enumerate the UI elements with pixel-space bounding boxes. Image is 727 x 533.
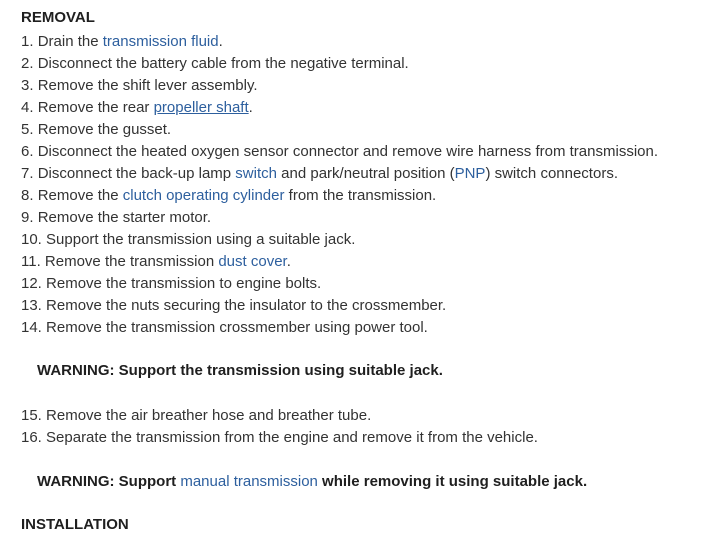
step-text: Disconnect the back-up lamp [37, 165, 236, 182]
step-4 [21, 97, 253, 119]
step-12 [21, 273, 321, 295]
step-number: 9. [21, 209, 34, 226]
clutch-operating-cylinder-link[interactable]: clutch operating cylinder [122, 187, 285, 204]
manual-transmission-link[interactable]: manual transmission [180, 473, 318, 490]
step-number: 11. [21, 253, 41, 270]
step-14 [21, 317, 428, 339]
step-text: Remove the rear [37, 99, 154, 116]
step-number: 3. [21, 77, 34, 94]
warning-text: while removing it using suitable jack. [317, 473, 588, 490]
step-text: . [286, 253, 291, 270]
step-number: 4. [21, 99, 34, 116]
step-text: Remove the nuts securing the insulator to the crossmember. [46, 297, 447, 314]
step-text: Remove the [37, 187, 123, 204]
step-8 [21, 185, 436, 207]
step-text: Remove the air breather hose and breather tube. [46, 407, 372, 424]
warning-support-jack: WARNING: Support the transmission using suitable jack. [37, 362, 443, 379]
step-text: Remove the starter motor. [37, 209, 212, 226]
dust-cover-link[interactable]: dust cover [218, 253, 287, 270]
step-16 [21, 427, 538, 449]
step-13 [21, 295, 446, 317]
transmission-fluid-link[interactable]: transmission fluid [102, 33, 219, 50]
step-text: Remove the shift lever assembly. [37, 77, 258, 94]
step-text: Separate the transmission from the engine and remove it from the vehicle. [46, 429, 538, 446]
step-9 [21, 207, 211, 229]
step-text: Support the transmission using a suitable jack. [46, 231, 356, 248]
step-number: 10. [21, 231, 42, 248]
step-text: from the transmission. [284, 187, 437, 204]
step-text: Drain the [37, 33, 103, 50]
step-3 [21, 75, 258, 97]
step-text: Remove the gusset. [37, 121, 172, 138]
switch-link[interactable]: switch [235, 165, 277, 182]
step-number: 13. [21, 297, 42, 314]
step-7 [21, 163, 618, 185]
step-number: 16. [21, 429, 42, 446]
pnp-link[interactable]: PNP [454, 165, 486, 182]
step-number: 12. [21, 275, 42, 292]
propeller-shaft-link[interactable]: propeller shaft [153, 99, 249, 116]
step-number: 14. [21, 319, 42, 336]
step-5 [21, 119, 171, 141]
step-6 [21, 141, 658, 163]
step-text: Disconnect the heated oxygen sensor connector and remove wire harness from transmission. [37, 143, 658, 160]
step-text: Remove the transmission [44, 253, 219, 270]
step-text: Disconnect the battery cable from the negative terminal. [37, 55, 409, 72]
step-number: 6. [21, 143, 34, 160]
step-10 [21, 229, 355, 251]
warning-text: WARNING: Support [37, 473, 181, 490]
step-number: 15. [21, 407, 42, 424]
warning-manual-transmission [37, 473, 587, 490]
step-text: . [218, 33, 223, 50]
step-number: 7. [21, 165, 34, 182]
step-number: 2. [21, 55, 34, 72]
step-15 [21, 405, 371, 427]
step-text: Remove the transmission crossmember using power tool. [46, 319, 428, 336]
removal-heading: REMOVAL [21, 9, 95, 26]
step-text: ) switch connectors. [485, 165, 618, 182]
step-text: . [248, 99, 253, 116]
step-number: 5. [21, 121, 34, 138]
step-1 [21, 31, 223, 53]
step-11 [21, 251, 291, 273]
step-text: and park/neutral position ( [276, 165, 455, 182]
step-number: 8. [21, 187, 34, 204]
step-number: 1. [21, 33, 34, 50]
step-2 [21, 53, 409, 75]
step-text: Remove the transmission to engine bolts. [46, 275, 322, 292]
installation-heading: INSTALLATION [21, 516, 129, 533]
